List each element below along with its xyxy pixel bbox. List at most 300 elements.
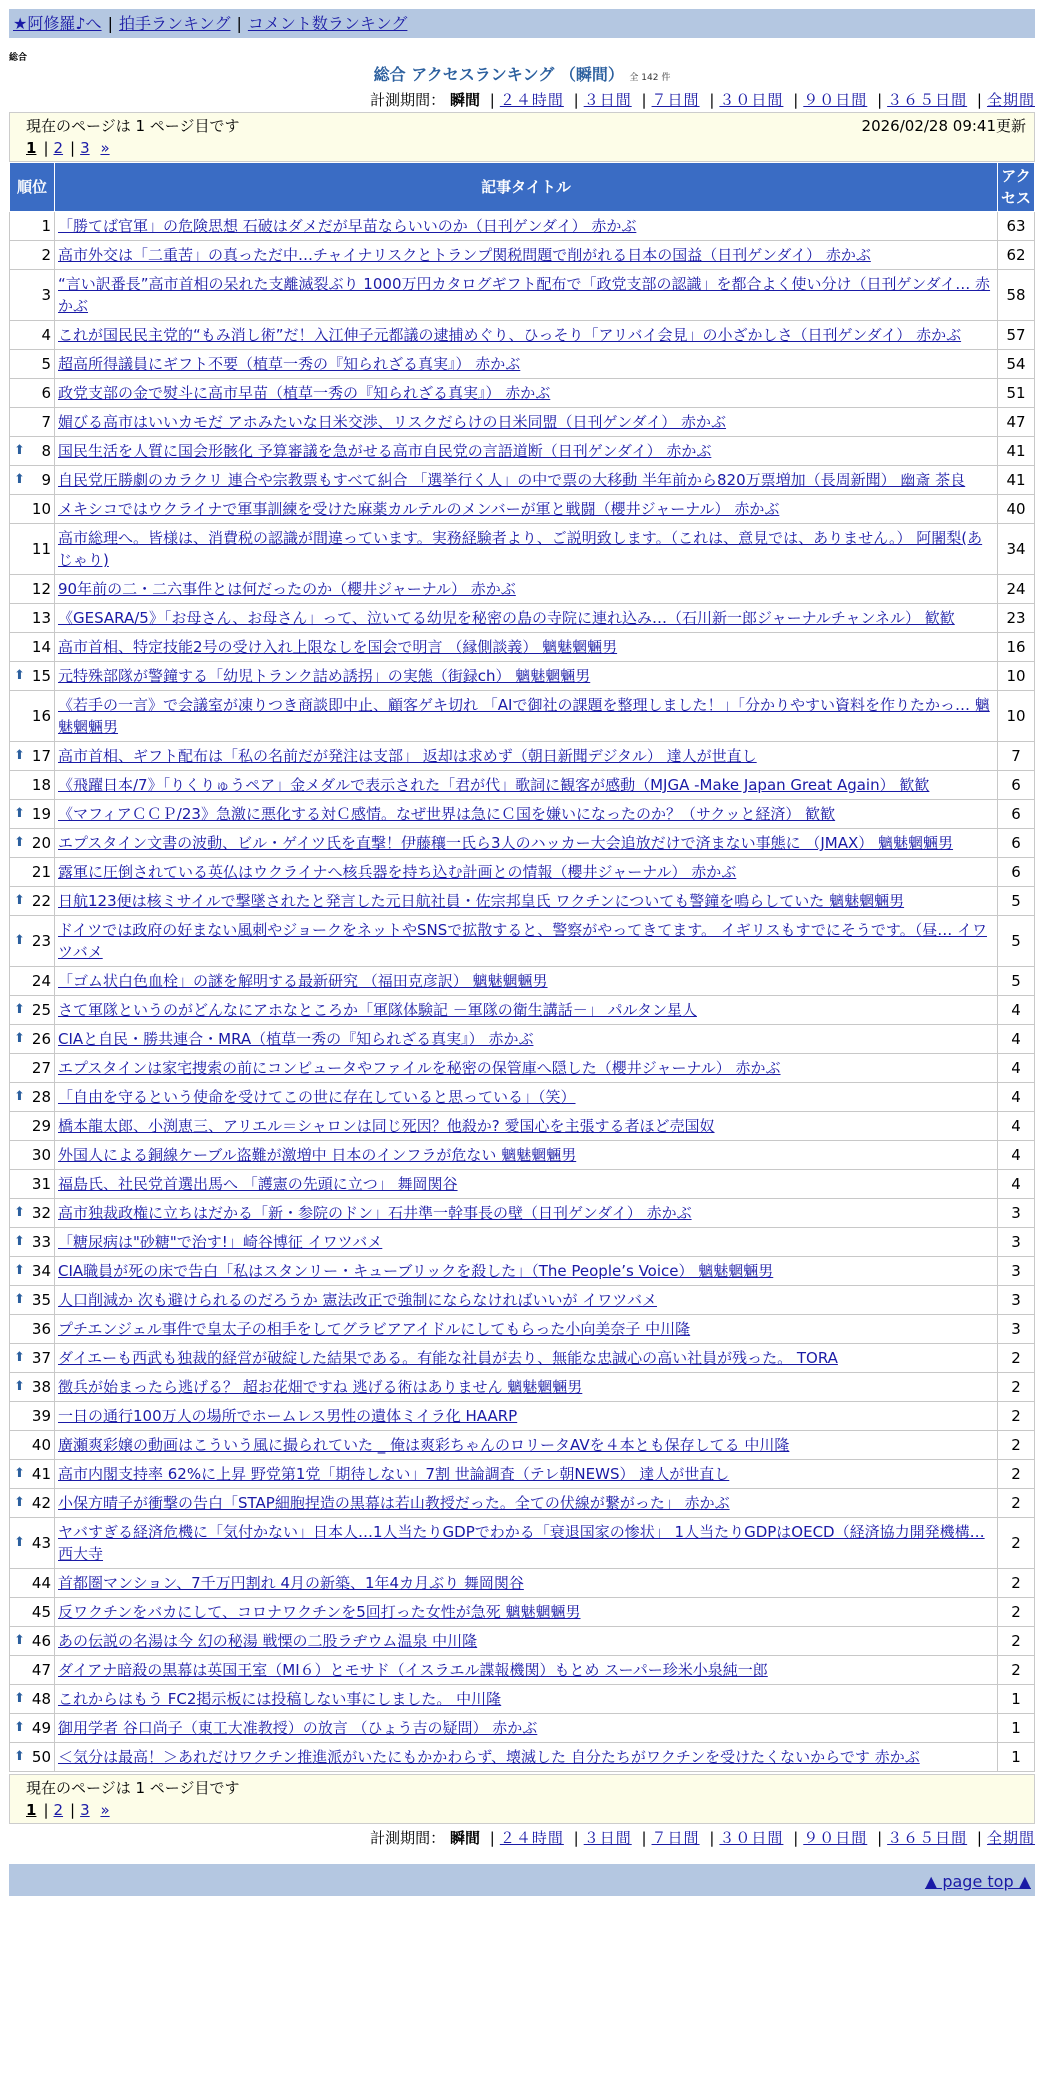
rank-number: 37: [31, 1349, 51, 1367]
page-3-link[interactable]: 3: [80, 139, 90, 157]
table-row: [10, 1373, 1035, 1402]
table-row: [10, 1431, 1035, 1460]
ranking-title: 総合 アクセスランキング （瞬間）: [373, 65, 624, 84]
rank-cell: [10, 1054, 55, 1083]
access-count: 2: [998, 1402, 1035, 1431]
rank-number: 9: [41, 471, 51, 489]
rank-number: 19: [31, 805, 51, 823]
rank-header: 順位: [10, 163, 55, 212]
article-title-link[interactable]: 「自由を守るという使命を受けてこの世に存在していると思っている」（笑）: [58, 1088, 576, 1106]
access-count: 62: [998, 241, 1035, 270]
rank-cell: [10, 887, 55, 916]
rank-number: 34: [31, 1262, 51, 1280]
article-title-link[interactable]: 「糖尿病は"砂糖"で治す!」崎谷博征 イワツバメ: [58, 1233, 383, 1251]
table-row: [10, 1286, 1035, 1315]
rank-cell: [10, 858, 55, 887]
separator: |: [236, 14, 242, 33]
access-count: 63: [998, 212, 1035, 241]
period-selector-bottom: 計測期間： 瞬間 | ２４時間 | ３日間 | ７日間 | ３０日間 | ９０日間 | ３６５日間 | 全期間: [370, 1829, 1035, 1847]
access-count: 2: [998, 1627, 1035, 1656]
access-count: 1: [998, 1743, 1035, 1772]
rank-number: 14: [31, 638, 51, 656]
rank-cell: [10, 321, 55, 350]
article-title-link[interactable]: 御用学者 谷口尚子（東工大准教授）の放言 （ひょう吉の疑問） 赤かぶ: [58, 1719, 538, 1737]
title-cell: [55, 1083, 998, 1112]
rank-cell: [10, 1656, 55, 1685]
rank-number: 6: [41, 384, 51, 402]
comment-ranking-link[interactable]: コメント数ランキング: [247, 14, 408, 33]
table-row: [10, 1199, 1035, 1228]
table-row: [10, 321, 1035, 350]
table-row: [10, 916, 1035, 967]
rank-number: 39: [31, 1407, 51, 1425]
updated-timestamp: 2026/02/28 09:41更新: [861, 117, 1026, 135]
rank-cell: [10, 1598, 55, 1627]
rank-cell: [10, 1627, 55, 1656]
table-row: [10, 691, 1035, 742]
page-2-link[interactable]: 2: [53, 139, 64, 157]
access-count: 16: [998, 633, 1035, 662]
access-count: 4: [998, 1170, 1035, 1199]
rank-cell: [10, 437, 55, 466]
access-count: 10: [998, 662, 1035, 691]
table-row: [10, 1656, 1035, 1685]
title-cell: [55, 829, 998, 858]
access-count: 4: [998, 1083, 1035, 1112]
title-cell: [55, 887, 998, 916]
access-count: 4: [998, 1025, 1035, 1054]
title-cell: [55, 1228, 998, 1257]
pagination: 1 | 2 | 3 »: [26, 139, 110, 157]
title-cell: [55, 967, 998, 996]
rank-cell: [10, 662, 55, 691]
article-title-link[interactable]: 高市内閣支持率 62%に上昇 野党第1党「期待しない」7割 世論調査（テレ朝NEWS） 達人が世直し: [58, 1465, 730, 1483]
rank-number: 20: [31, 834, 51, 852]
title-cell: [55, 604, 998, 633]
table-row: [10, 1228, 1035, 1257]
access-count: 2: [998, 1656, 1035, 1685]
article-title-link[interactable]: メキシコではウクライナで軍事訓練を受けた麻薬カルテルのメンバーが軍と戦闘（櫻井ジャーナル） 赤かぶ: [58, 500, 780, 518]
rank-cell: [10, 1489, 55, 1518]
rank-up-arrow-icon: ⬆: [14, 1350, 25, 1365]
next-page-link[interactable]: »: [100, 1801, 110, 1819]
article-title-link[interactable]: 国民生活を人質に国会形骸化 予算審議を急がせる高市自民党の言語道断（日刊ゲンダイ） 赤かぶ: [58, 442, 712, 460]
title-cell: [55, 1170, 998, 1199]
access-count: 6: [998, 858, 1035, 887]
rank-cell: [10, 1286, 55, 1315]
rank-number: 2: [41, 246, 51, 264]
rank-up-arrow-icon: ⬆: [14, 1720, 25, 1735]
access-count: 4: [998, 1112, 1035, 1141]
title-cell: [55, 1714, 998, 1743]
table-row: [10, 1489, 1035, 1518]
period-3d-link[interactable]: ３日間: [583, 1829, 632, 1847]
rank-number: 31: [31, 1175, 51, 1193]
category-label: 総合: [9, 53, 28, 63]
access-count: 2: [998, 1569, 1035, 1598]
rank-cell: [10, 270, 55, 321]
rank-up-arrow-icon: ⬆: [14, 1466, 25, 1481]
table-row: [10, 1685, 1035, 1714]
article-title-link[interactable]: 《GESARA/5》「お母さん、お母さん」って、泣いてる幼児を秘密の島の寺院に連れ込み…（石川新一郎ジャーナルチャンネル） 歓歓: [58, 609, 955, 627]
access-count: 41: [998, 466, 1035, 495]
title-cell: [55, 1054, 998, 1083]
access-count: 57: [998, 321, 1035, 350]
rank-up-arrow-icon: ⬆: [14, 1379, 25, 1394]
title-cell: [55, 771, 998, 800]
title-cell: [55, 1025, 998, 1054]
rank-number: 43: [31, 1534, 51, 1552]
rank-cell: [10, 241, 55, 270]
access-count: 24: [998, 575, 1035, 604]
table-row: [10, 829, 1035, 858]
article-title-link[interactable]: 首都圏マンション、7千万円割れ 4月の新築、1年4カ月ぶり 舞岡関谷: [58, 1574, 524, 1592]
article-title-link[interactable]: CIA職員が死の床で告白「私はスタンリー・キューブリックを殺した」（The People’s Voice） 魑魅魍魎男: [58, 1262, 774, 1280]
article-title-link[interactable]: 自民党圧勝劇のカラクリ 連合や宗教票もすべて糾合 「選挙行く人」の中で票の大移動 半年前から820万票増加（長周新聞） 幽斎 茶良: [58, 471, 966, 489]
rank-number: 41: [31, 1465, 51, 1483]
rank-number: 15: [31, 667, 51, 685]
rank-number: 49: [31, 1719, 51, 1737]
rank-number: 3: [41, 286, 51, 304]
period-label: 計測期間：: [370, 1829, 446, 1847]
period-all-link[interactable]: 全期間: [986, 91, 1035, 109]
article-title-link[interactable]: 外国人による銅線ケーブル盗難が激増中 日本のインフラが危ない 魑魅魍魎男: [58, 1146, 577, 1164]
title-cell: [55, 1199, 998, 1228]
bottom-bar: [9, 1864, 1035, 1896]
page-2-link[interactable]: 2: [53, 1801, 64, 1819]
article-title-link[interactable]: 《マフィアＣＣＰ/23》急激に悪化する対Ｃ感情。なぜ世界は急にＣ国を嫌いになったのか？（サクッと経済） 歓歓: [58, 805, 836, 823]
table-row: [10, 575, 1035, 604]
table-row: [10, 1460, 1035, 1489]
title-cell: [55, 575, 998, 604]
asyura-home-link[interactable]: ★阿修羅♪へ: [13, 14, 102, 33]
rank-number: 36: [31, 1320, 51, 1338]
article-title-link[interactable]: エプスタインは家宅捜索の前にコンピュータやファイルを秘密の保管庫へ隠した（櫻井ジャーナル） 赤かぶ: [58, 1059, 781, 1077]
table-row: [10, 633, 1035, 662]
rank-up-arrow-icon: ⬆: [14, 668, 25, 683]
access-count: 34: [998, 524, 1035, 575]
rank-up-arrow-icon: ⬆: [14, 1263, 25, 1278]
access-count: 5: [998, 967, 1035, 996]
access-count: 1: [998, 1714, 1035, 1743]
table-row: [10, 212, 1035, 241]
access-count: 3: [998, 1315, 1035, 1344]
period-label: 計測期間：: [370, 91, 446, 109]
rank-up-arrow-icon: ⬆: [14, 1749, 25, 1764]
article-title-link[interactable]: 《若手の一言》で会議室が凍りつき商談即中止、顧客ゲキ切れ 「AIで御社の課題を整理しました！」「分かりやすい資料を作りたかっ… 魑魅魍魎男: [58, 696, 990, 736]
rank-up-arrow-icon: ⬆: [14, 1292, 25, 1307]
period-24h-link[interactable]: ２４時間: [499, 1829, 564, 1847]
period-365d-link[interactable]: ３６５日間: [887, 1829, 968, 1847]
rank-cell: [10, 1714, 55, 1743]
access-count: 2: [998, 1518, 1035, 1569]
table-row: [10, 408, 1035, 437]
rank-up-arrow-icon: ⬆: [14, 1633, 25, 1648]
access-count: 6: [998, 771, 1035, 800]
article-title-link[interactable]: 橋本龍太郎、小渕恵三、アリエル＝シャロンは同じ死因？他殺か? 愛国心を主張する者ほど売国奴: [58, 1117, 715, 1135]
article-title-link[interactable]: 政党支部の金で熨斗に高市早苗（植草一秀の『知られざる真実』） 赤かぶ: [58, 384, 551, 402]
article-title-link[interactable]: 元特殊部隊が警鐘する「幼児トランク詰め誘拐」の実態（街録ch） 魑魅魍魎男: [58, 667, 591, 685]
article-title-link[interactable]: 露軍に圧倒されている英仏はウクライナへ核兵器を持ち込む計画との情報（櫻井ジャーナル） 赤かぶ: [58, 863, 737, 881]
article-title-link[interactable]: ＜気分は最高！＞あれだけワクチン推進派がいたにもかかわらず、壊滅した 自分たちがワクチンを受けたくないからです 赤かぶ: [58, 1748, 920, 1766]
rank-cell: [10, 1743, 55, 1772]
title-cell: [55, 524, 998, 575]
rank-number: 17: [31, 747, 51, 765]
rank-cell: [10, 1025, 55, 1054]
title-cell: [55, 800, 998, 829]
access-count: 2: [998, 1431, 1035, 1460]
title-cell: [55, 495, 998, 524]
table-row: [10, 379, 1035, 408]
period-selector-top: 計測期間： 瞬間 | ２４時間 | ３日間 | ７日間 | ３０日間 | ９０日間 | ３６５日間 | 全期間: [370, 91, 1035, 109]
article-title-link[interactable]: あの伝説の名湯は今 幻の秘湯 戦慄の二股ラヂウム温泉 中川隆: [58, 1632, 478, 1650]
title-cell: [55, 1598, 998, 1627]
pagination: 1 | 2 | 3 »: [26, 1801, 110, 1819]
page-3-link[interactable]: 3: [80, 1801, 90, 1819]
access-count: 5: [998, 887, 1035, 916]
article-title-link[interactable]: 「ゴム状白色血栓」の謎を解明する最新研究 （福田克彦訳） 魑魅魍魎男: [58, 972, 548, 990]
page-top-link[interactable]: ▲ page top ▲: [924, 1872, 1031, 1891]
rank-cell: [10, 1402, 55, 1431]
title-cell: [55, 1627, 998, 1656]
table-row: [10, 1569, 1035, 1598]
pager-bottom: [9, 1774, 1035, 1824]
article-title-link[interactable]: 反ワクチンをバカにして、コロナワクチンを5回打った女性が急死 魑魅魍魎男: [58, 1603, 581, 1621]
ranking-body: [10, 212, 1035, 1772]
period-90d-link[interactable]: ９０日間: [803, 1829, 868, 1847]
article-title-link[interactable]: 徴兵が始まったら逃げる？ 超お花畑ですね 逃げる術はありません 魑魅魍魎男: [58, 1378, 583, 1396]
article-title-link[interactable]: 「勝てば官軍」の危険思想 石破はダメだが早苗ならいいのか（日刊ゲンダイ） 赤かぶ: [58, 217, 637, 235]
rank-cell: [10, 967, 55, 996]
rank-cell: [10, 1257, 55, 1286]
rank-number: 33: [31, 1233, 51, 1251]
page-title: [9, 66, 1035, 87]
access-count: 3: [998, 1228, 1035, 1257]
article-title-link[interactable]: 超高所得議員にギフト不要（植草一秀の『知られざる真実』） 赤かぶ: [58, 355, 521, 373]
period-3d-link[interactable]: ３日間: [583, 91, 632, 109]
article-title-link[interactable]: これが国民民主党的“もみ消し術”だ！入江伸子元都議の逮捕めぐり、ひっそり「アリバイ会見」の小ざかしさ（日刊ゲンダイ） 赤かぶ: [58, 326, 962, 344]
table-row: [10, 466, 1035, 495]
title-cell: [55, 1489, 998, 1518]
access-count: 4: [998, 996, 1035, 1025]
access-count: 4: [998, 1054, 1035, 1083]
table-row: [10, 858, 1035, 887]
article-title-link[interactable]: 高市首相、ギフト配布は「私の名前だが発注は支部」 返却は求めず（朝日新聞デジタル） 達人が世直し: [58, 747, 757, 765]
rank-cell: [10, 1315, 55, 1344]
period-30d-link[interactable]: ３０日間: [719, 91, 784, 109]
pager-top: [9, 112, 1035, 162]
rank-number: 8: [41, 442, 51, 460]
table-row: [10, 1315, 1035, 1344]
article-title-link[interactable]: 人口削減か 次も避けられるのだろうか 憲法改正で強制にならなければいいが イワツバメ: [58, 1291, 658, 1309]
rank-number: 1: [41, 217, 51, 235]
access-count: 3: [998, 1257, 1035, 1286]
applause-ranking-link[interactable]: 拍手ランキング: [118, 14, 231, 33]
access-count: 10: [998, 691, 1035, 742]
title-cell: [55, 1257, 998, 1286]
table-row: [10, 241, 1035, 270]
rank-number: 47: [31, 1661, 51, 1679]
article-title-link[interactable]: プチエンジェル事件で皇太子の相手をしてグラビアアイドルにしてもらった小向美奈子 中川隆: [58, 1320, 691, 1338]
table-row: [10, 996, 1035, 1025]
current-page-text: 現在のページは 1 ページ目です: [26, 117, 240, 135]
rank-cell: [10, 1431, 55, 1460]
title-cell: [55, 858, 998, 887]
table-row: [10, 1141, 1035, 1170]
article-title-link[interactable]: ダイエーも西武も独裁的経営が破綻した結果である。有能な社員が去り、無能な忠誠心の高い社員が残った。 TORA: [58, 1349, 838, 1367]
period-24h-link[interactable]: ２４時間: [499, 91, 564, 109]
access-count: 3: [998, 1199, 1035, 1228]
article-title-link[interactable]: CIAと自民・勝共連合・MRA（植草一秀の『知られざる真実』） 赤かぶ: [58, 1030, 534, 1048]
table-row: [10, 350, 1035, 379]
access-count: 6: [998, 800, 1035, 829]
period-7d-link[interactable]: ７日間: [651, 91, 700, 109]
article-title-link[interactable]: 90年前の二・二六事件とは何だったのか（櫻井ジャーナル） 赤かぶ: [58, 580, 516, 598]
rank-cell: [10, 1228, 55, 1257]
access-count: 2: [998, 1460, 1035, 1489]
access-header: アクセス: [998, 163, 1035, 212]
article-title-link[interactable]: エプスタイン文書の波動、ビル・ゲイツ氏を直撃！伊藤穰一氏ら3人のハッカー大会追放だけで済まない事態に （JMAX） 魑魅魍魎男: [58, 834, 954, 852]
article-title-link[interactable]: 一日の通行100万人の場所でホームレス男性の遺体ミイラ化 HAARP: [58, 1407, 518, 1425]
rank-cell: [10, 1112, 55, 1141]
article-title-link[interactable]: ダイアナ暗殺の黒幕は英国王室（MI６）とモサド（イスラエル諜報機関）もとめ スーパー珍米小泉純一郎: [58, 1661, 768, 1679]
table-row: [10, 800, 1035, 829]
title-cell: [55, 1569, 998, 1598]
title-cell: [55, 1373, 998, 1402]
period-current: 瞬間: [449, 1829, 480, 1847]
rank-up-arrow-icon: ⬆: [14, 1089, 25, 1104]
period-7d-link[interactable]: ７日間: [651, 1829, 700, 1847]
article-title-link[interactable]: 高市外交は「二重苦」の真っただ中…チャイナリスクとトランプ関税問題で削がれる日本の国益（日刊ゲンダイ） 赤かぶ: [58, 246, 871, 264]
access-count: 6: [998, 829, 1035, 858]
period-90d-link[interactable]: ９０日間: [803, 91, 868, 109]
rank-number: 40: [31, 1436, 51, 1454]
title-cell: [55, 437, 998, 466]
current-page-text: 現在のページは 1 ページ目です: [26, 1779, 240, 1797]
period-current: 瞬間: [449, 91, 480, 109]
title-cell: [55, 1743, 998, 1772]
title-cell: [55, 742, 998, 771]
title-cell: [55, 241, 998, 270]
period-365d-link[interactable]: ３６５日間: [887, 91, 968, 109]
rank-number: 30: [31, 1146, 51, 1164]
article-title-link[interactable]: 日航123便は核ミサイルで撃墜されたと発言した元日航社員・佐宗邦皇氏 ワクチンについても警鐘を鳴らしていた 魑魅魍魎男: [58, 892, 905, 910]
separator: |: [107, 14, 113, 33]
table-row: [10, 1257, 1035, 1286]
rank-number: 29: [31, 1117, 51, 1135]
rank-up-arrow-icon: ⬆: [14, 1002, 25, 1017]
period-all-link[interactable]: 全期間: [986, 1829, 1035, 1847]
access-count: 4: [998, 1141, 1035, 1170]
rank-cell: [10, 1170, 55, 1199]
article-title-link[interactable]: 小保方晴子が衝撃の告白「STAP細胞捏造の黒幕は若山教授だった。全ての伏線が繋がった」 赤かぶ: [58, 1494, 730, 1512]
article-title-link[interactable]: 《飛躍日本/7》「りくりゅうペア」金メダルで表示された「君が代」歌詞に観客が感動（MJGA -Make Japan Great Again） 歓歓: [58, 776, 930, 794]
title-cell: [55, 633, 998, 662]
title-cell: [55, 270, 998, 321]
title-cell: [55, 1112, 998, 1141]
article-title-link[interactable]: 高市首相、特定技能2号の受け入れ上限なしを国会で明言 （縁側談義） 魑魅魍魎男: [58, 638, 618, 656]
table-row: [10, 967, 1035, 996]
title-cell: [55, 350, 998, 379]
rank-number: 22: [31, 892, 51, 910]
article-title-link[interactable]: これからはもう FC2掲示板には投稿しない事にしました。 中川隆: [58, 1690, 502, 1708]
article-title-link[interactable]: ドイツでは政府の好まない風刺やジョークをネットやSNSで拡散すると、警察がやってきてます。 イギリスもすでにそうです。（昼… イワツバメ: [58, 921, 988, 961]
period-30d-link[interactable]: ３０日間: [719, 1829, 784, 1847]
rank-cell: [10, 1373, 55, 1402]
rank-up-arrow-icon: ⬆: [14, 893, 25, 908]
rank-cell: [10, 1141, 55, 1170]
access-count: 40: [998, 495, 1035, 524]
page-current: 1: [26, 1801, 37, 1819]
title-cell: [55, 212, 998, 241]
rank-up-arrow-icon: ⬆: [14, 835, 25, 850]
access-count: 47: [998, 408, 1035, 437]
rank-number: 21: [31, 863, 51, 881]
article-title-link[interactable]: さて軍隊というのがどんなにアホなところか「軍隊体験記 －軍隊の衛生講話－」 パルタン星人: [58, 1001, 697, 1019]
table-row: [10, 1170, 1035, 1199]
ranking-table: [9, 162, 1035, 1772]
article-title-link[interactable]: “言い訳番長”高市首相の呆れた支離滅裂ぶり 1000万円カタログギフト配布で「政党支部の認識」を都合よく使い分け（日刊ゲンダイ… 赤かぶ: [58, 275, 991, 315]
title-cell: [55, 1315, 998, 1344]
article-title-link[interactable]: 福島氏、社民党首選出馬へ 「護憲の先頭に立つ」 舞岡関谷: [58, 1175, 458, 1193]
article-title-link[interactable]: 媚びる高市はいいカモだ アホみたいな日米交渉、リスクだらけの日米同盟（日刊ゲンダイ） 赤かぶ: [58, 413, 727, 431]
rank-number: 28: [31, 1088, 51, 1106]
table-row: [10, 662, 1035, 691]
table-row: [10, 1598, 1035, 1627]
title-cell: [55, 1286, 998, 1315]
title-cell: [55, 408, 998, 437]
table-row: [10, 1714, 1035, 1743]
rank-up-arrow-icon: ⬆: [14, 933, 25, 948]
article-title-link[interactable]: ヤバすぎる経済危機に「気付かない」日本人…1人当たりGDPでわかる「衰退国家の惨状」 1人当たりGDPはOECD（経済協力開発機構… 西大寺: [58, 1523, 985, 1563]
article-title-link[interactable]: 廣瀬爽彩嬢の動画はこういう風に撮られていた _ 俺は爽彩ちゃんのロリータAVを４本とも保存してる 中川隆: [58, 1436, 790, 1454]
rank-cell: [10, 350, 55, 379]
next-page-link[interactable]: »: [100, 139, 110, 157]
rank-cell: [10, 1344, 55, 1373]
table-row: [10, 270, 1035, 321]
rank-number: 42: [31, 1494, 51, 1512]
access-count: 1: [998, 1685, 1035, 1714]
top-nav-bar: [9, 9, 1035, 38]
rank-cell: [10, 1460, 55, 1489]
table-row: [10, 1025, 1035, 1054]
table-row: [10, 604, 1035, 633]
access-count: 41: [998, 437, 1035, 466]
table-row: [10, 1344, 1035, 1373]
access-count: 58: [998, 270, 1035, 321]
rank-cell: [10, 495, 55, 524]
rank-number: 25: [31, 1001, 51, 1019]
rank-up-arrow-icon: ⬆: [14, 806, 25, 821]
rank-up-arrow-icon: ⬆: [14, 472, 25, 487]
table-row: [10, 1083, 1035, 1112]
article-title-link[interactable]: 高市独裁政権に立ちはだかる「新・参院のドン」石井準一幹事長の壁（日刊ゲンダイ） 赤かぶ: [58, 1204, 692, 1222]
article-title-link[interactable]: 高市総理へ。皆様は、消費税の認識が間違っています。実務経験者より、ご説明致します。（これは、意見では、ありません。） 阿闍梨(あじゃり): [58, 529, 983, 569]
table-row: [10, 887, 1035, 916]
rank-up-arrow-icon: ⬆: [14, 1691, 25, 1706]
rank-cell: [10, 466, 55, 495]
title-cell: [55, 662, 998, 691]
rank-cell: [10, 379, 55, 408]
rank-number: 12: [31, 580, 51, 598]
rank-number: 50: [31, 1748, 51, 1766]
rank-cell: [10, 996, 55, 1025]
rank-up-arrow-icon: ⬆: [14, 443, 25, 458]
rank-cell: [10, 1199, 55, 1228]
access-count: 2: [998, 1373, 1035, 1402]
title-cell: [55, 916, 998, 967]
rank-cell: [10, 1685, 55, 1714]
